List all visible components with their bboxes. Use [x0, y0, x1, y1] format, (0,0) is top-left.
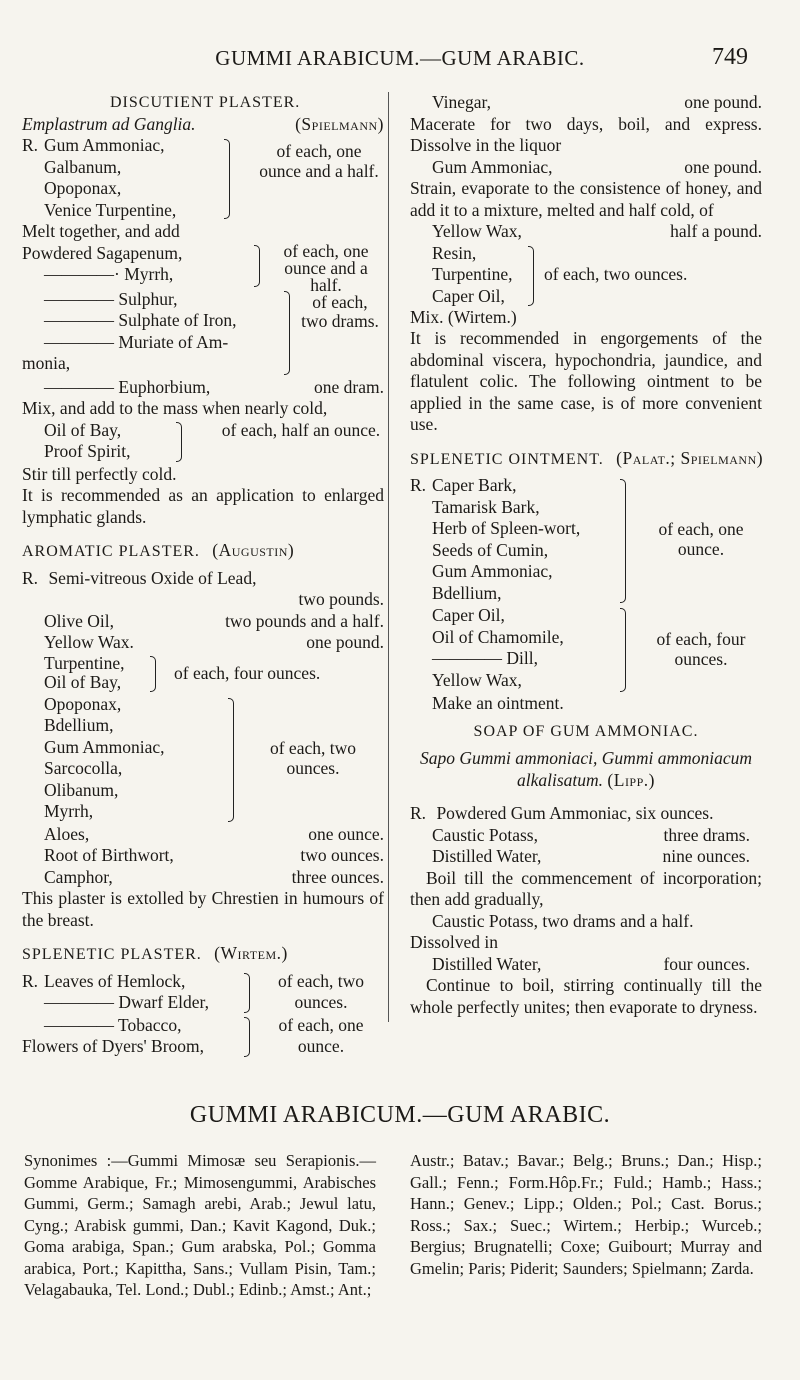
quantity: one pound.: [306, 632, 384, 652]
recipe-mark: R.: [22, 970, 39, 991]
ingredient: Herb of Spleen-wort,: [432, 518, 581, 538]
quantity-note: of each, half an ounce.: [221, 419, 381, 440]
ingredient: Aloes,: [44, 823, 90, 844]
quantity: two pounds and a half.: [225, 610, 384, 631]
paragraph: Strain, evaporate to the consistence of honey, and add it to a mixture, melted and half cold, of: [410, 178, 762, 220]
section-title: GUMMI ARABICUM.—GUM ARABIC.: [189, 1102, 611, 1128]
ingredient-line: [410, 221, 762, 243]
ingredient: Flowers of Dyers' Broom,: [22, 1036, 205, 1056]
ingredient-line: [22, 611, 384, 633]
ingredient: Caustic Potass,: [432, 824, 538, 845]
ingredient-line: [22, 377, 384, 399]
ingredient-list: [432, 475, 580, 604]
discutient-author: (Spielmann): [295, 113, 384, 134]
paragraph: It is recommended as an application to enlarged lymphatic glands.: [22, 485, 384, 527]
ingredient-line: Caustic Potass, two drams and a half.: [432, 910, 694, 931]
quantity: three drams.: [663, 824, 750, 845]
ingredient: ———— Sulphur,: [44, 288, 178, 309]
quantity: one pound.: [684, 92, 762, 112]
paragraph: Continue to boil, stirring continually till the whole perfectly unites; then evaporate to dryness.: [410, 975, 762, 1017]
brace: [224, 139, 230, 219]
quantity-note: of each, two ounces.: [544, 263, 688, 284]
running-title: GUMMI ARABICUM.—GUM ARABIC.: [215, 46, 585, 70]
splenetic-plaster-heading-line: [22, 943, 384, 965]
brace: [244, 1017, 250, 1057]
ingredient-list: [432, 243, 513, 308]
ingredient-line: [410, 825, 762, 847]
brace: [284, 291, 290, 375]
quantity: two ounces.: [300, 845, 384, 865]
ingredient-list: [44, 135, 176, 221]
ingredient-line: [22, 824, 384, 846]
quantity: half a pound.: [670, 221, 762, 241]
ingredient: Yellow Wax.: [44, 632, 134, 652]
paragraph: It is recommended in engorgements of the abdominal viscera, hypochondria, jaundice, and flatulent colic. The following ointment to be applied in the same case, is of more convenient use.: [410, 328, 762, 434]
ingredient: Distilled Water,: [432, 953, 542, 974]
ingredient: Oil of Bay,: [44, 671, 122, 692]
right-group-c: [410, 243, 762, 307]
instruction: Mix. (Wirtem.): [410, 306, 517, 327]
quantity: four ounces.: [663, 953, 750, 974]
soap-latin: Sapo Gummi ammoniaci, Gummi ammoniacum alkalisatum.: [420, 748, 752, 790]
discutient-group4: [22, 420, 384, 464]
quantity: two pounds.: [298, 589, 384, 609]
discutient-heading: DISCUTIENT PLASTER.: [110, 94, 301, 111]
recipe-mark: R.: [410, 803, 427, 823]
ingredient-line: [410, 954, 762, 976]
paragraph: Boil till the commencement of incorporation; then add gradually,: [410, 867, 762, 909]
ingredient-list: [44, 420, 131, 463]
instruction: Melt together, and add: [22, 221, 180, 241]
ingredient: Gum Ammoniac,: [44, 736, 165, 757]
ingredient: Yellow Wax,: [432, 669, 522, 690]
ingredient: Galbanum,: [44, 156, 122, 177]
brace: [150, 656, 156, 692]
ingredient: Leaves of Hemlock,: [44, 970, 186, 991]
discutient-group3: [22, 289, 384, 377]
ingredient-line: [22, 632, 384, 654]
ingredient-list: [44, 654, 125, 692]
quantity: one ounce.: [308, 823, 384, 844]
ingredient: ———— Sulphate of Iron,: [44, 310, 237, 330]
ingredient: Gum Ammoniac,: [44, 135, 165, 155]
ingredient: Powdered Sagapenum,: [22, 242, 183, 263]
ointment-group1: [410, 475, 762, 605]
splenetic-plaster-group1: [22, 971, 384, 1015]
ingredient: Olive Oil,: [44, 610, 114, 631]
paragraph: Macerate for two days, boil, and express. Dissolve in the liquor: [410, 113, 762, 155]
ingredient-line: [410, 803, 762, 825]
quantity-note: of each, four ounces.: [656, 629, 746, 669]
ingredient-list: [22, 243, 182, 286]
ingredient-line: [22, 867, 384, 889]
ingredient: ———— Dwarf Elder,: [44, 992, 210, 1012]
ingredient-line: [22, 568, 384, 590]
aromatic-heading-line: [22, 540, 384, 562]
ingredient: Bdellium,: [44, 715, 114, 735]
quantity: one pound.: [684, 156, 762, 177]
synonymes-right: Austr.; Batav.; Bavar.; Belg.; Bruns.; Dan.; Hisp.; Gall.; Fenn.; Form.Hôp.Fr.; Fuld.; Hamb.; Hass.; Hann.; Genev.; Lipp.; Olden.; Pol.; Cast. Borus.; Ross.; Sax.; Suec.; Wirtem.; Herbip.; Wurceb.; Bergius; Brugnatelli; Coxe; Guibourt; Murray and Gmelin; Paris; Piderit; Saunders; Spielmann; Zarda.: [410, 1151, 762, 1278]
ingredient: Venice Turpentine,: [44, 199, 177, 220]
ingredient-list: [44, 694, 165, 823]
aromatic-heading: AROMATIC PLASTER.: [22, 543, 200, 560]
page-number: 749: [712, 44, 748, 70]
recipe-mark: R.: [22, 135, 39, 155]
quantity-note: of each, one ounce and a half.: [283, 240, 369, 295]
ingredient: Caper Oil,: [432, 605, 505, 625]
ingredient: Bdellium,: [432, 582, 502, 603]
soap-heading: SOAP OF GUM AMMONIAC.: [473, 722, 699, 740]
ingredient: Powdered Gum Ammoniac, six ounces.: [436, 803, 714, 823]
ingredient-line: [410, 157, 762, 179]
discutient-group1: [22, 135, 384, 221]
ingredient: Turpentine,: [44, 652, 125, 673]
ingredient-list: [22, 1015, 204, 1058]
brace: [244, 973, 250, 1013]
aromatic-author: (Augustin): [212, 540, 295, 560]
ingredient-line: [22, 845, 384, 867]
ingredient: ————· Myrrh,: [44, 264, 174, 284]
paragraph: This plaster is extolled by Chrestien in humours of the breast.: [22, 888, 384, 930]
ingredient: ———— Muriate of Am-: [44, 331, 229, 352]
brace: [176, 422, 182, 462]
ingredient: Proof Spirit,: [44, 441, 131, 461]
soap-latin-line: [410, 748, 762, 791]
ointment-heading: SPLENETIC OINTMENT.: [410, 450, 604, 468]
instruction: Stir till perfectly cold.: [22, 463, 177, 484]
quantity-note: of each, four ounces.: [174, 662, 321, 683]
brace: [228, 698, 234, 822]
ingredient: Oil of Bay,: [44, 419, 122, 440]
ingredient: Turpentine,: [432, 264, 513, 284]
discutient-group2: [22, 240, 384, 295]
ingredient: Gum Ammoniac,: [432, 561, 553, 581]
right-column: [410, 92, 762, 1018]
quantity-note: of each, two ounces.: [277, 970, 364, 1012]
ingredient-line: [410, 846, 762, 868]
ingredient: Semi-vitreous Oxide of Lead,: [48, 567, 257, 588]
ingredient: Yellow Wax,: [432, 221, 522, 241]
synonymes-left: Synonimes :—Gummi Mimosæ seu Serapionis.—Gomme Arabique, Fr.; Mimosengummi, Arabisches Gummi, Germ.; Samagh arebi, Arab.; Jewul latu, Cyng.; Arabisk gummi, Dan.; Kavit Kagond, Duk.; Goma arabiga, Span.; Gum arabska, Pol.; Gomma arabica, Port.; Kapittha, Sans.; Vullam Pisin, Tam.; Velagabauka, Tel. Lond.; Dubl.; Edinb.; Amst.; Ant.;: [24, 1151, 376, 1299]
quantity: nine ounces.: [662, 846, 750, 866]
discutient-title-line: [22, 114, 384, 136]
ingredient-list: [432, 605, 564, 691]
aromatic-group-a: [22, 654, 384, 694]
splenetic-plaster-author: (Wirtem.): [214, 943, 288, 963]
quantity-note: of each, one ounce and a half.: [259, 141, 379, 181]
aromatic-group-b: [22, 694, 384, 824]
ingredient: Root of Birthwort,: [44, 845, 174, 865]
ingredient: Resin,: [432, 242, 477, 263]
brace: [528, 246, 534, 306]
ingredient-line: [410, 92, 762, 114]
ingredient: Myrrh,: [44, 801, 94, 821]
ingredient: Oil of Chamomile,: [432, 626, 564, 647]
ingredient-list: [44, 971, 209, 1014]
ingredient: Seeds of Cumin,: [432, 539, 549, 560]
ointment-author: (Palat.; Spielmann): [616, 447, 764, 468]
ingredient-list: [22, 289, 236, 375]
ingredient: Olibanum,: [44, 779, 119, 800]
instruction: Dissolved in: [410, 932, 498, 952]
ingredient: Tamarisk Bark,: [432, 496, 540, 517]
ingredient: ———— Tobacco,: [44, 1014, 182, 1035]
ingredient: ———— Euphorbium,: [44, 376, 211, 397]
brace: [254, 245, 260, 287]
ingredient: Caper Oil,: [432, 285, 505, 306]
left-column: [22, 92, 384, 1059]
recipe-mark: R.: [22, 567, 39, 588]
ingredient: Gum Ammoniac,: [432, 156, 553, 177]
ingredient: Distilled Water,: [432, 846, 542, 866]
instruction: Make an ointment.: [432, 693, 564, 713]
ingredient: monia,: [22, 353, 71, 373]
ingredient: Opoponax,: [44, 178, 122, 198]
brace: [620, 608, 626, 692]
quantity-line: [22, 589, 384, 611]
soap-author: (Lipp.): [607, 769, 655, 790]
ointment-heading-line: [410, 448, 762, 470]
ingredient: Caper Bark,: [432, 475, 517, 495]
ointment-group2: [410, 605, 762, 693]
recipe-mark: R.: [410, 475, 427, 495]
quantity-note: of each, one ounce.: [278, 1014, 364, 1056]
quantity-note: of each, two ounces.: [269, 737, 356, 778]
quantity: one dram.: [314, 376, 384, 397]
instruction: Mix, and add to the mass when nearly cold,: [22, 398, 328, 418]
ingredient: ———— Dill,: [432, 648, 538, 668]
ingredient: Camphor,: [44, 866, 113, 887]
ingredient: Opoponax,: [44, 693, 122, 714]
ingredient: Vinegar,: [432, 92, 491, 112]
quantity-note: of each, one ounce.: [658, 519, 744, 559]
ingredient: Sarcocolla,: [44, 758, 123, 778]
splenetic-plaster-group2: [22, 1015, 384, 1059]
quantity-note: of each, two drams.: [301, 291, 379, 331]
column-divider: [388, 92, 389, 1022]
page-header: [0, 46, 800, 76]
quantity: three ounces.: [291, 866, 384, 887]
brace: [620, 479, 626, 603]
splenetic-plaster-heading: SPLENETIC PLASTER.: [22, 946, 202, 963]
discutient-latin: Emplastrum ad Ganglia.: [22, 113, 196, 134]
